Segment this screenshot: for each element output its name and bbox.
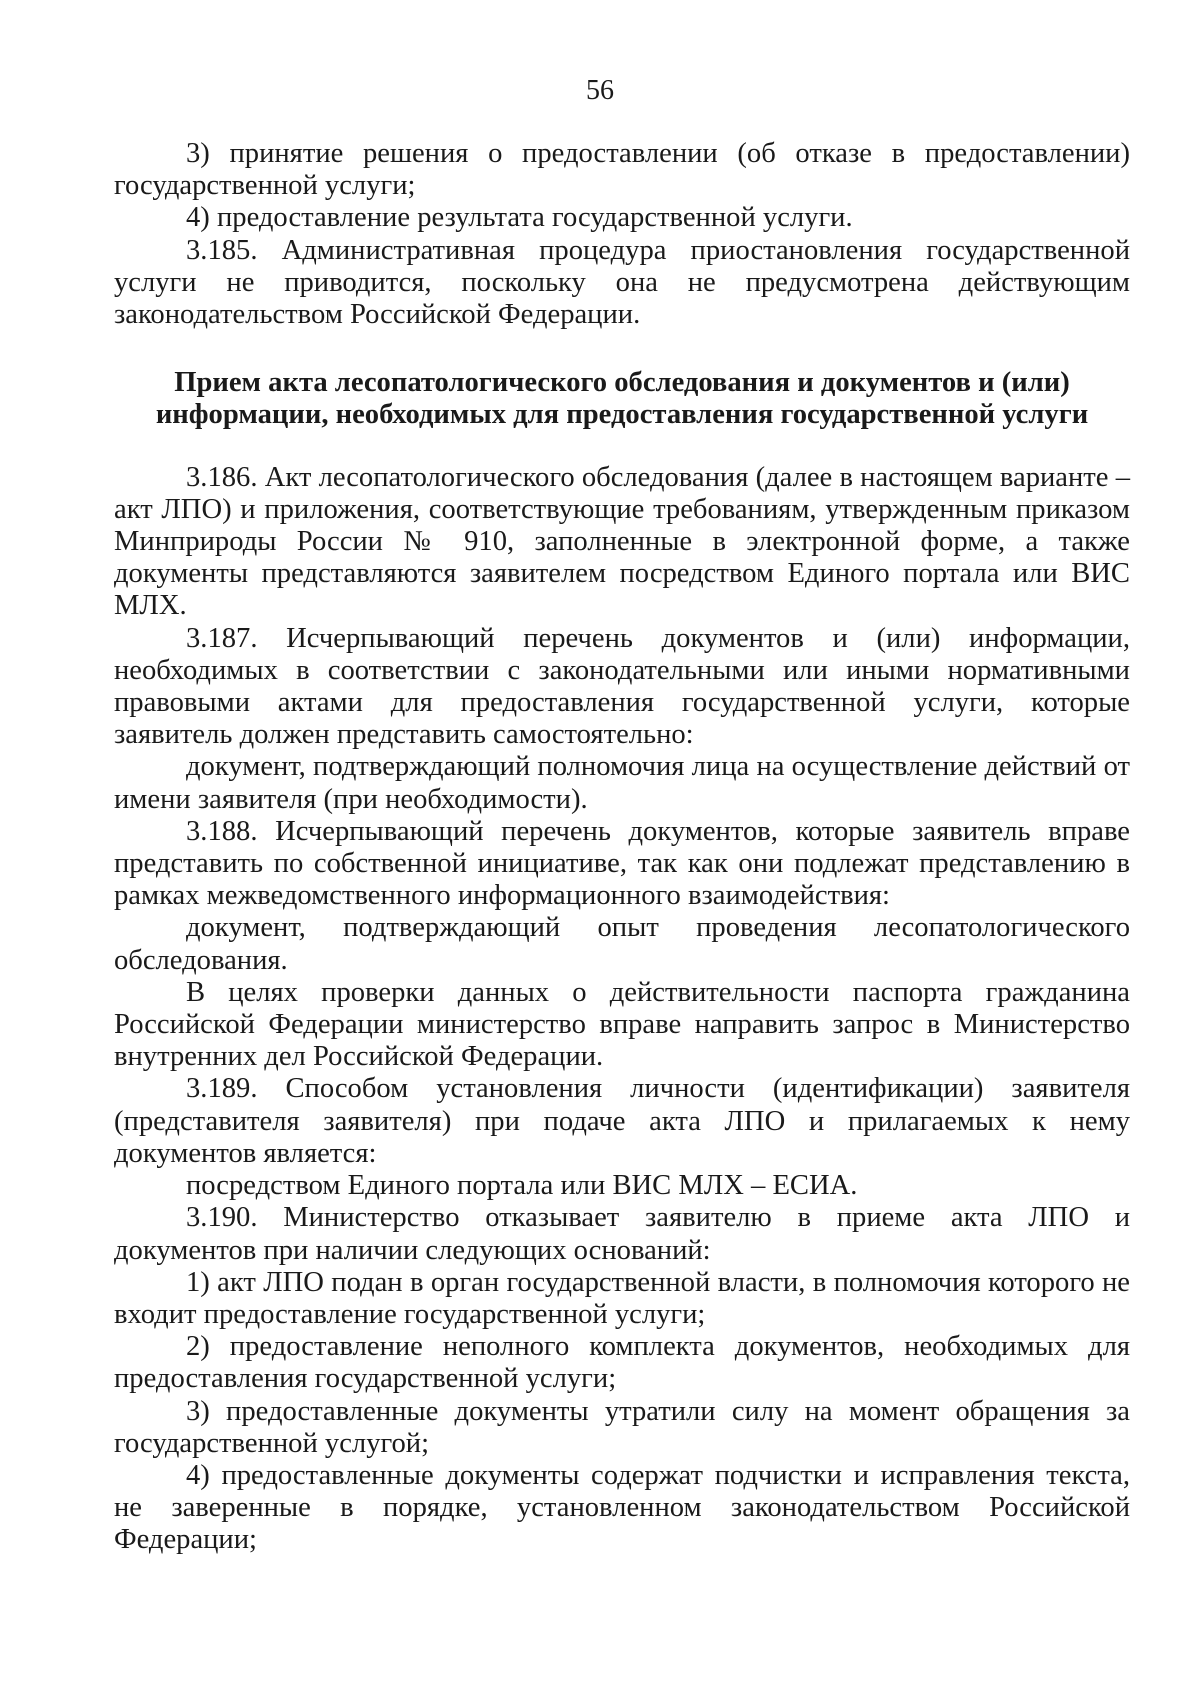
paragraph-authority-document: документ, подтверждающий полномочия лица на осуществление действий от имени заявителя (при необходимости). (114, 751, 1130, 815)
paragraph-3-190: 3.190. Министерство отказывает заявителю в приеме акта ЛПО и документов при наличии следующих оснований: (114, 1202, 1130, 1266)
document-body (114, 138, 1130, 1557)
paragraph-refusal-1: 1) акт ЛПО подан в орган государственной власти, в полномочия которого не входит предоставление государственной услуги; (114, 1266, 1130, 1330)
page-number: 56 (586, 75, 614, 106)
paragraph-refusal-2: 2) предоставление неполного комплекта документов, необходимых для предоставления государственной услуги; (114, 1331, 1130, 1395)
paragraph-refusal-4: 4) предоставленные документы содержат подчистки и исправления текста, не заверенные в порядке, установленном законодательством Российской Федерации; (114, 1459, 1130, 1556)
paragraph-item-4-result: 4) предоставление результата государственной услуги. (186, 202, 853, 234)
paragraph-3-187: 3.187. Исчерпывающий перечень документов и (или) информации, необходимых в соответствии с законодательными или иными нормативными правовыми актами для предоставления государственной услуги, которые заявитель должен представить самостоятельно: (114, 622, 1130, 751)
paragraph-experience-document: документ, подтверждающий опыт проведения лесопатологического обследования. (114, 912, 1130, 976)
paragraph-refusal-3: 3) предоставленные документы утратили силу на момент обращения за государственной услугой; (114, 1395, 1130, 1459)
paragraph-esia: посредством Единого портала или ВИС МЛХ – ЕСИА. (186, 1170, 858, 1202)
paragraph-3-186: 3.186. Акт лесопатологического обследования (далее в настоящем варианте – акт ЛПО) и приложения, соответствующие требованиям, утвержденным приказом Минприроды России № 910, заполненные в электронной форме, а также документы представляются заявителем посредством Единого портала или ВИС МЛХ. (114, 461, 1130, 622)
paragraph-3-188: 3.188. Исчерпывающий перечень документов, которые заявитель вправе представить по собственной инициативе, так как они подлежат представлению в рамках межведомственного информационного взаимодействия: (114, 815, 1130, 912)
paragraph-passport-check: В целях проверки данных о действительности паспорта гражданина Российской Федерации министерство вправе направить запрос в Министерство внутренних дел Российской Федерации. (114, 976, 1130, 1073)
paragraph-3-189: 3.189. Способом установления личности (идентификации) заявителя (представителя заявителя) при подаче акта ЛПО и прилагаемых к нему документов является: (114, 1073, 1130, 1169)
section-heading: Прием акта лесопатологического обследования и документов и (или) информации, необходимых для предоставления государственной услуги (155, 367, 1089, 431)
paragraph-item-3-decision: 3) принятие решения о предоставлении (об отказе в предоставлении) государственной услуги; (114, 138, 1130, 202)
paragraph-3-185: 3.185. Административная процедура приостановления государственной услуги не приводится, поскольку она не предусмотрена действующим законодательством Российской Федерации. (114, 234, 1130, 331)
